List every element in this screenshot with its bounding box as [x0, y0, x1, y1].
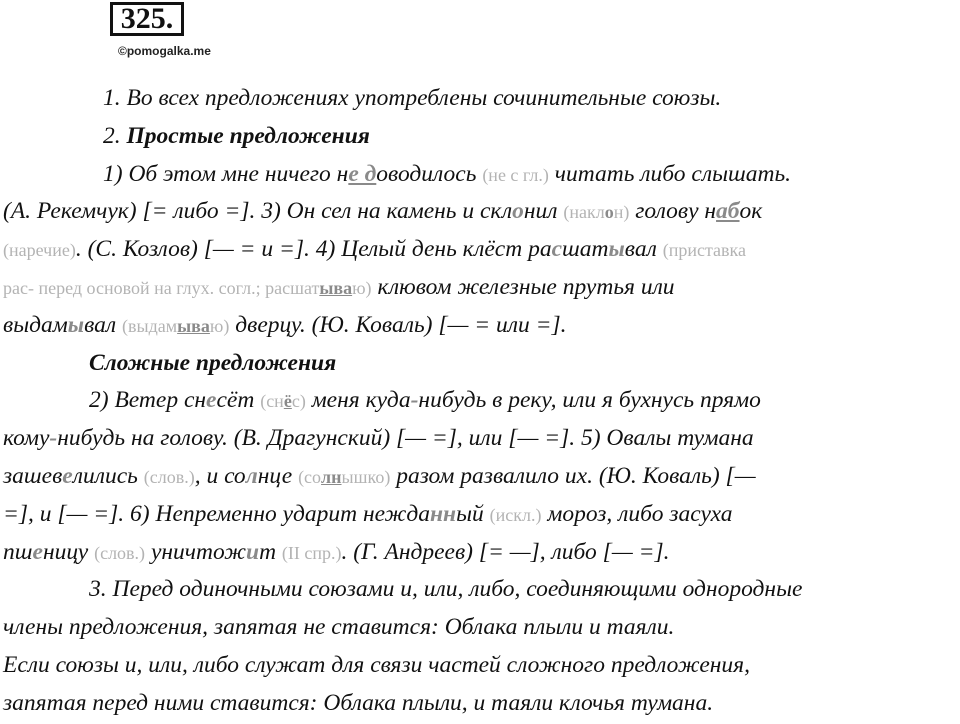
- text-line: [3, 496, 957, 534]
- rule-note: с): [291, 391, 306, 412]
- text-run: ый: [456, 500, 490, 527]
- text-run: нибудь в реку, или я бухнусь прямо: [418, 387, 761, 414]
- highlighted-letters: аб: [716, 198, 740, 225]
- text-run: клювом железные прутья или: [371, 273, 675, 300]
- text-run: . (С. Козлов) [— = и =]. 4) Целый день клёст ра: [75, 236, 552, 263]
- rule-note: (накл: [563, 202, 605, 223]
- text-line: [3, 420, 957, 458]
- text-line: [3, 609, 957, 647]
- rule-note: (не с гл.): [482, 164, 549, 185]
- rule-note-letter: ё: [283, 391, 292, 412]
- text-line: [3, 307, 957, 345]
- text-run: зашев: [3, 462, 63, 489]
- text-line: [3, 269, 957, 307]
- text-line: [3, 345, 957, 383]
- text-line: [3, 382, 957, 420]
- text-run: 2.: [103, 122, 127, 149]
- rule-note: (II спр.): [281, 542, 342, 563]
- text-run: нибудь на голову. (В. Драгунский) [— =], или [— =]. 5) Овалы тумана: [57, 425, 754, 452]
- text-line: [3, 231, 957, 269]
- text-run: голову н: [629, 198, 717, 225]
- highlighted-letters: е: [32, 538, 43, 565]
- highlighted-letters: о: [512, 198, 524, 225]
- highlighted-letters: е: [206, 387, 217, 414]
- text-line: [3, 571, 957, 609]
- text-run: лились: [72, 462, 144, 489]
- rule-note-letter: лн: [321, 466, 342, 487]
- text-run: сёт: [216, 387, 261, 414]
- exercise-number: 325.: [110, 2, 184, 36]
- highlighted-letters: е: [62, 462, 73, 489]
- rule-note: ю): [352, 277, 372, 298]
- text-run: меня куда: [305, 387, 411, 414]
- text-run: (А. Рекемчук) [= либо =]. 3) Он сел на камень и скл: [3, 198, 513, 225]
- text-run: , и со: [194, 462, 246, 489]
- highlighted-letters: и: [245, 538, 260, 565]
- text-run: вал: [84, 311, 122, 338]
- text-run: оводилось: [376, 160, 483, 187]
- text-run: нце: [257, 462, 299, 489]
- highlighted-letters: л: [245, 462, 258, 489]
- rule-note: (сн: [260, 391, 284, 412]
- section-heading-simple: Простые предложения: [126, 122, 370, 149]
- text-run: ок: [739, 198, 763, 225]
- text-run: мороз, либо засуха: [541, 500, 733, 527]
- rule-note: н): [613, 202, 630, 223]
- text-line: [3, 118, 957, 156]
- text-line: [3, 193, 957, 231]
- highlighted-letters: -: [410, 387, 419, 414]
- highlighted-letters: -: [49, 425, 58, 452]
- text-run: разом развалило их. (Ю. Коваль) [—: [390, 462, 756, 489]
- highlighted-letters: с: [551, 236, 563, 263]
- text-line: [3, 647, 957, 685]
- rule-note: (искл.): [489, 504, 542, 525]
- highlighted-letters: нн: [429, 500, 457, 527]
- text-run: 1) Об этом мне ничего н: [103, 160, 349, 187]
- highlighted-letters: ы: [67, 311, 85, 338]
- text-line: [3, 685, 957, 723]
- site-watermark: ©pomogalka.me: [118, 44, 211, 58]
- exercise-text: [3, 80, 957, 723]
- text-run: ницу: [42, 538, 95, 565]
- rule-note: (слов.): [94, 542, 146, 563]
- rule-note: рас- перед основой на глух. согл.; расшат: [3, 277, 320, 298]
- rule-note-letter: ыва: [177, 315, 210, 336]
- text-run: выдам: [3, 311, 68, 338]
- text-run: 1. Во всех предложениях употреблены сочинительные союзы.: [103, 85, 722, 111]
- rule-note: (приставка: [662, 240, 747, 261]
- rule-note: (слов.): [143, 466, 195, 487]
- text-run: уничтож: [145, 538, 246, 565]
- text-run: =], и [— =]. 6) Непременно ударит нежда: [3, 500, 430, 527]
- rule-note-letter: ыва: [319, 277, 353, 298]
- section-heading-complex: Сложные предложения: [89, 349, 337, 376]
- text-run: нил: [523, 198, 564, 225]
- text-run: 3. Перед одиночными союзами и, или, либо, соединяющими однородные: [89, 576, 803, 603]
- text-run: вал: [624, 236, 663, 263]
- highlighted-letters: е д: [348, 160, 377, 187]
- text-run: Если союзы и, или, либо служат для связи частей сложного предложения,: [3, 651, 750, 678]
- text-line: [3, 80, 957, 118]
- rule-note: (со: [298, 466, 322, 487]
- text-line: [3, 534, 957, 572]
- rule-note-letter: о: [604, 202, 614, 223]
- rule-note: (наречие): [3, 240, 76, 261]
- text-run: члены предложения, запятая не ставится: Облака плыли и таяли.: [3, 614, 675, 641]
- rule-note: (выдам: [122, 315, 178, 336]
- text-run: кому: [3, 425, 50, 452]
- text-run: запятая перед ними ставится: Облака плыли, и таяли клочья тумана.: [3, 689, 714, 716]
- text-run: читать либо слышать.: [548, 160, 792, 187]
- text-run: 2) Ветер сн: [89, 387, 207, 414]
- text-run: . (Г. Андреев) [= —], либо [— =].: [341, 538, 670, 565]
- text-line: [3, 458, 957, 496]
- text-run: т: [259, 538, 282, 565]
- text-line: [3, 156, 957, 194]
- highlighted-letters: ы: [608, 236, 625, 263]
- rule-note: ю): [209, 315, 230, 336]
- rule-note: ышко): [341, 466, 391, 487]
- text-run: шат: [562, 236, 609, 263]
- text-run: дверцу. (Ю. Коваль) [— = или =].: [229, 311, 567, 338]
- text-run: пш: [3, 538, 33, 565]
